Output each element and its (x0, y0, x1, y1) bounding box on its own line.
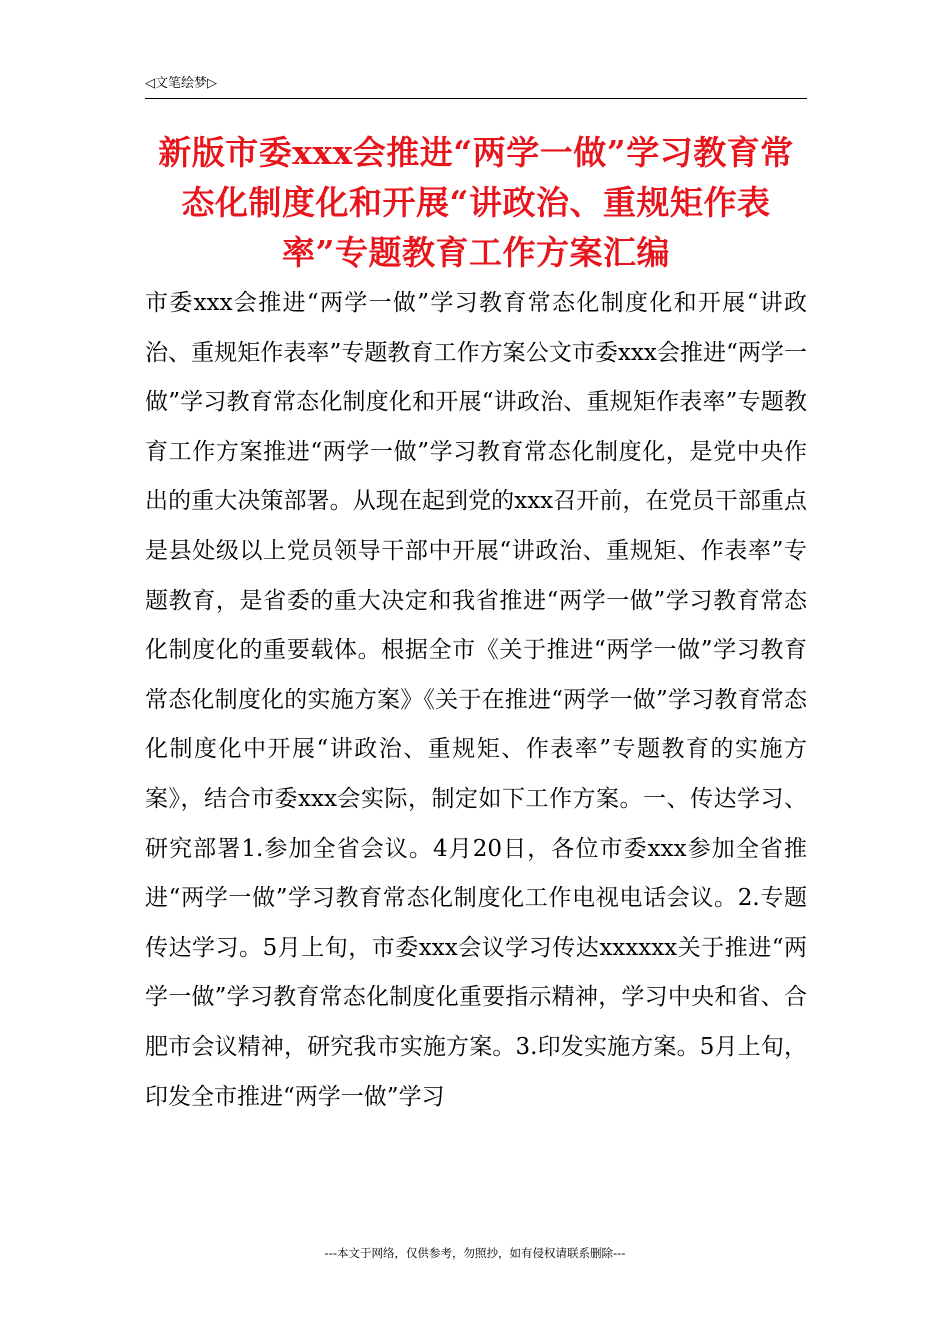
document-body: 市委xxx会推进“两学一做”学习教育常态化制度化和开展“讲政治、重规矩作表率”专题教育工作方案公文市委xxx会推进“两学一做”学习教育常态化制度化和开展“讲政治、重规矩作表率”专题教育工作方案推进“两学一做”学习教育常态化制度化，是党中央作出的重大决策部署。从现在起到党的xxx召开前，在党员干部重点是县处级以上党员领导干部中开展“讲政治、重规矩、作表率”专题教育，是省委的重大决定和我省推进“两学一做”学习教育常态化制度化的重要载体。根据全市《关于推进“两学一做”学习教育常态化制度化的实施方案》《关于在推进“两学一做”学习教育常态化制度化中开展“讲政治、重规矩、作表率”专题教育的实施方案》，结合市委xxx会实际，制定如下工作方案。一、传达学习、研究部署1.参加全省会议。4月20日，各位市委xxx参加全省推进“两学一做”学习教育常态化制度化工作电视电话会议。2.专题传达学习。5月上旬，市委xxx会议学习传达xxxxxx关于推进“两学一做”学习教育常态化制度化重要指示精神，学习中央和省、合肥市会议精神，研究我市实施方案。3.印发实施方案。5月上旬，印发全市推进“两学一做”学习 (145, 290, 807, 1110)
page-footer-disclaimer: ---本文于网络，仅供参考，勿照抄，如有侵权请联系删除--- (324, 1246, 626, 1260)
header-text: ◁文笔绘梦▷ (145, 76, 217, 91)
page-header (145, 74, 807, 99)
document-title: 新版市委xxx会推进“两学一做”学习教育常态化制度化和开展“讲政治、重规矩作表率”专题教育工作方案汇编 (158, 133, 794, 272)
